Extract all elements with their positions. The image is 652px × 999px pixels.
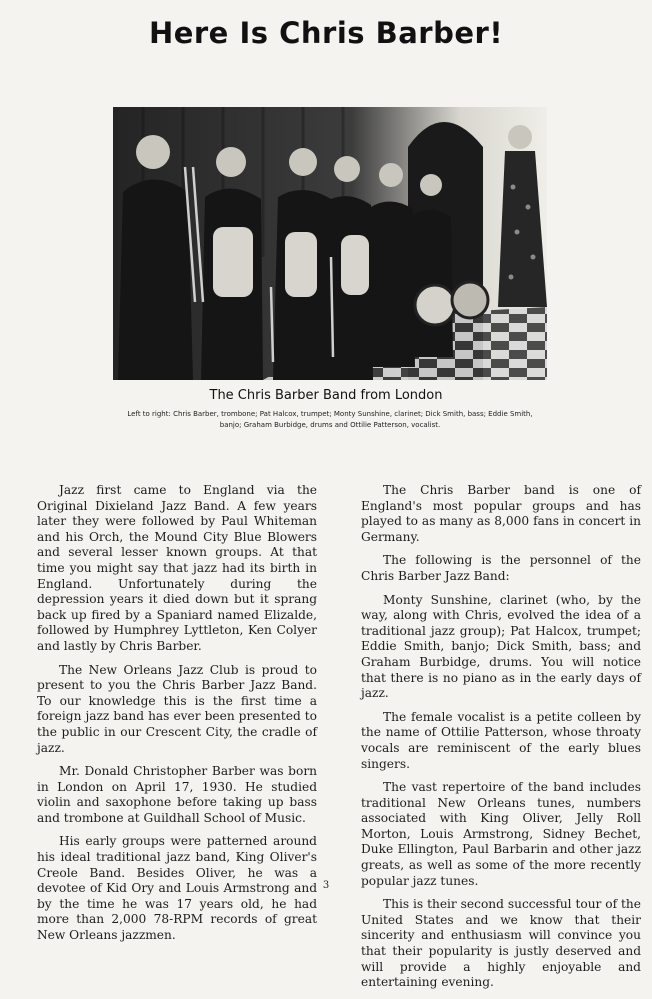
paragraph: The New Orleans Jazz Club is proud to present to you the Chris Barber Jazz Band. To our knowledge this is the first time a foreign jazz band has ever been presented to the public in our Crescent City, the cradle of jazz. [37,662,317,755]
paragraph: The female vocalist is a petite colleen by the name of Ottilie Patterson, whose throaty vocals are reminiscent of the early blues singers. [361,709,641,771]
paragraph: His early groups were patterned around his ideal traditional jazz band, King Oliver's Creole Band. Besides Oliver, he was a devotee of Kid Ory and Louis Armstrong and by the time he was 17 years old, he had more than 2,000 78-RPM records of great New Orleans jazzmen. [37,834,317,943]
photo-credits: Left to right: Chris Barber, trombone; Pat Halcox, trumpet; Monty Sunshine, clarinet; Dick Smith, bass; Eddie Smith, banjo; Graham Burbidge, drums and Ottilie Patterson, vocalist. [127,410,533,429]
band-photo [113,107,547,380]
photo-caption: The Chris Barber Band from London [209,388,443,403]
paragraph: Monty Sunshine, clarinet (who, by the way, along with Chris, evolved the idea of a traditional jazz group); Pat Halcox, trumpet; Eddie Smith, banjo; Dick Smith, bass; and Graham Burbidge, drums. You will notice that there is no piano as in the early days of jazz. [361,592,641,701]
paragraph: The vast repertoire of the band includes traditional New Orleans tunes, numbers associated with King Oliver, Jelly Roll Morton, Louis Armstrong, Sidney Bechet, Duke Ellington, Paul Barbarin and other jazz greats, as well as some of the more recently popular jazz tunes. [361,780,641,888]
paragraph: Jazz first came to England via the Original Dixieland Jazz Band. A few years later they were followed by Paul Whiteman and his Orch, the Mound City Blue Blowers and several lesser known groups. At that time you might say that jazz had its birth in England. Unfortunately during the depression years it died down but it sprang back up fired by a Spaniard named Elizalde, followed by Humphrey Lyttleton, Ken Colyer and lastly by Chris Barber. [37,483,317,653]
page-number: 3 [322,880,330,891]
paragraph: The following is the personnel of the Chris Barber Jazz Band: [361,553,641,583]
page-title: Here Is Chris Barber! [148,16,504,50]
paragraph: This is their second successful tour of the United States and we know that their sincerity and enthusiasm will convince you that their popularity is justly deserved and will provide a highly enjoyable and entertaining evening. [361,897,641,990]
paragraph: The Chris Barber band is one of England's most popular groups and has played to as many as 8,000 fans in concert in Germany. [361,483,641,544]
right-column [361,483,641,999]
paragraph: Mr. Donald Christopher Barber was born in London on April 17, 1930. He studied violin and saxophone before taking up bass and trombone at Guildhall School of Music. [37,764,317,825]
